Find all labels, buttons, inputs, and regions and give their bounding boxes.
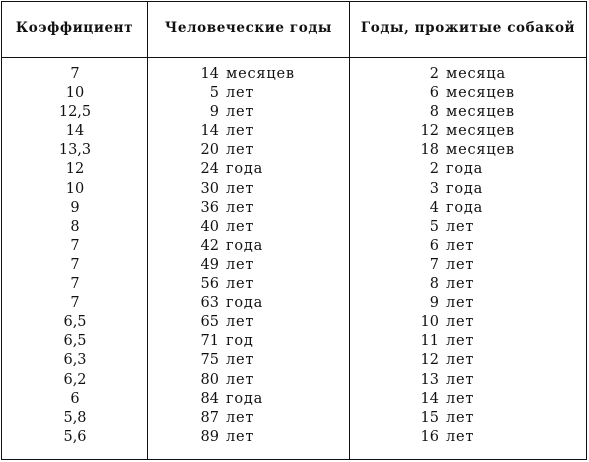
value-unit: лет (446, 333, 475, 350)
value-unit: лет (226, 199, 255, 216)
value-unit: лет (226, 104, 255, 121)
human-years-cell (148, 390, 263, 409)
dog-years-cell (351, 84, 515, 103)
coefficient-cell: 6 (70, 390, 80, 407)
table-row (2, 84, 586, 103)
value-number: 6 (429, 237, 439, 254)
coefficient-cell: 5,6 (63, 428, 87, 445)
coefficient-cell: 14 (65, 123, 85, 140)
value-number: 12 (420, 352, 439, 369)
value-unit: лет (446, 390, 475, 407)
value-unit: года (226, 295, 264, 312)
coefficient-cell: 12 (65, 161, 85, 178)
value-unit: лет (226, 142, 255, 159)
header-rule (2, 57, 586, 58)
human-years-cell (148, 371, 254, 390)
value-unit: года (226, 237, 264, 254)
value-unit: месяцев (446, 123, 515, 140)
value-number: 36 (200, 199, 219, 216)
dog-years-cell (351, 103, 515, 122)
dog-years-cell (351, 256, 474, 275)
coefficient-cell: 7 (70, 295, 80, 312)
value-number: 15 (420, 409, 439, 426)
value-number: 10 (420, 314, 439, 331)
value-unit: месяцев (446, 142, 515, 159)
value-number: 8 (429, 104, 439, 121)
value-number: 9 (429, 295, 439, 312)
dog-years-cell (351, 65, 506, 84)
value-unit: лет (226, 123, 255, 140)
value-unit: лет (226, 256, 255, 273)
dog-years-cell (351, 332, 474, 351)
table-row (2, 103, 586, 122)
value-unit: года (446, 180, 484, 197)
coefficient-cell: 6,2 (63, 371, 87, 388)
value-unit: лет (446, 237, 475, 254)
value-unit: лет (446, 295, 475, 312)
coefficient-cell: 7 (70, 276, 80, 293)
value-unit: лет (446, 276, 475, 293)
human-years-cell (148, 332, 254, 351)
human-years-cell (148, 103, 254, 122)
value-number: 30 (200, 180, 219, 197)
value-number: 8 (429, 276, 439, 293)
header-dog-years: Годы, прожитые собакой (360, 20, 576, 36)
value-number: 14 (200, 66, 219, 82)
value-number: 63 (200, 295, 219, 312)
human-years-cell (148, 409, 254, 428)
table-row (2, 180, 586, 199)
table-row (2, 313, 586, 332)
dog-years-cell (351, 409, 474, 428)
value-number: 16 (420, 428, 439, 445)
table-row (2, 351, 586, 370)
value-number: 18 (420, 142, 439, 159)
table-row (2, 409, 586, 428)
dog-years-cell (351, 313, 474, 332)
coefficient-cell: 7 (70, 237, 80, 254)
value-unit: года (446, 199, 484, 216)
value-number: 12 (420, 123, 439, 140)
table-row (2, 237, 586, 256)
human-years-cell (148, 84, 254, 103)
header-human-years: Человеческие годы (164, 20, 333, 36)
value-unit: года (446, 161, 484, 178)
value-unit: год (226, 333, 254, 350)
dog-years-cell (351, 371, 474, 390)
table-row (2, 428, 586, 447)
value-unit: месяца (446, 66, 506, 82)
coefficient-cell: 10 (65, 85, 85, 102)
value-number: 6 (429, 85, 439, 102)
dog-years-table (1, 1, 587, 460)
dog-years-cell (351, 160, 483, 179)
value-unit: лет (226, 371, 255, 388)
value-unit: лет (226, 314, 255, 331)
value-unit: лет (446, 352, 475, 369)
value-unit: года (226, 161, 264, 178)
value-number: 71 (200, 333, 219, 350)
coefficient-cell: 12,5 (58, 104, 92, 121)
table-row (2, 332, 586, 351)
value-unit: лет (226, 352, 255, 369)
value-number: 2 (429, 66, 439, 82)
table-row (2, 141, 586, 160)
table-row (2, 218, 586, 237)
value-number: 4 (429, 199, 439, 216)
value-unit: лет (446, 371, 475, 388)
value-unit: лет (446, 218, 475, 235)
dog-years-cell (351, 199, 483, 218)
dog-years-cell (351, 428, 474, 447)
value-number: 5 (209, 85, 219, 102)
dog-years-cell (351, 351, 474, 370)
human-years-cell (148, 65, 295, 84)
value-unit: лет (446, 256, 475, 273)
header-coefficient: Коэффициент (15, 20, 134, 36)
value-number: 24 (200, 161, 219, 178)
table-row (2, 275, 586, 294)
value-number: 11 (420, 333, 439, 350)
table-row (2, 199, 586, 218)
human-years-cell (148, 294, 263, 313)
value-unit: месяцев (446, 85, 515, 102)
dog-years-cell (351, 180, 483, 199)
coefficient-cell: 6,5 (63, 333, 87, 350)
human-years-cell (148, 428, 254, 447)
coefficient-cell: 10 (65, 180, 85, 197)
human-years-cell (148, 122, 254, 141)
coefficient-cell: 9 (70, 199, 80, 216)
value-unit: лет (226, 218, 255, 235)
human-years-cell (148, 237, 263, 256)
dog-years-cell (351, 218, 474, 237)
human-years-cell (148, 218, 254, 237)
value-number: 87 (200, 409, 219, 426)
human-years-cell (148, 313, 254, 332)
dog-years-cell (351, 390, 474, 409)
value-unit: лет (226, 180, 255, 197)
coefficient-cell: 5,8 (63, 409, 87, 426)
value-number: 13 (420, 371, 439, 388)
human-years-cell (148, 160, 263, 179)
value-unit: лет (446, 314, 475, 331)
dog-years-cell (351, 275, 474, 294)
human-years-cell (148, 275, 254, 294)
value-number: 84 (200, 390, 219, 407)
coefficient-cell: 6,5 (63, 314, 87, 331)
value-number: 2 (429, 161, 439, 178)
human-years-cell (148, 141, 254, 160)
value-unit: лет (226, 428, 255, 445)
dog-years-cell (351, 122, 515, 141)
coefficient-cell: 6,3 (63, 352, 87, 369)
value-number: 7 (429, 256, 439, 273)
table-row (2, 371, 586, 390)
coefficient-cell: 8 (70, 218, 80, 235)
human-years-cell (148, 199, 254, 218)
value-unit: месяцев (446, 104, 515, 121)
coefficient-cell: 13,3 (58, 142, 92, 159)
value-number: 5 (429, 218, 439, 235)
value-unit: месяцев (226, 66, 295, 82)
value-number: 49 (200, 256, 219, 273)
value-number: 14 (420, 390, 439, 407)
value-number: 80 (200, 371, 219, 388)
value-number: 14 (200, 123, 219, 140)
value-number: 40 (200, 218, 219, 235)
coefficient-cell: 7 (70, 256, 80, 273)
table-row (2, 122, 586, 141)
value-number: 75 (200, 352, 219, 369)
value-unit: лет (226, 276, 255, 293)
value-unit: лет (446, 428, 475, 445)
value-number: 3 (429, 180, 439, 197)
value-number: 65 (200, 314, 219, 331)
table-row (2, 256, 586, 275)
table-body (2, 65, 586, 447)
dog-years-cell (351, 141, 515, 160)
table-row (2, 65, 586, 84)
value-unit: лет (226, 85, 255, 102)
value-number: 9 (209, 104, 219, 121)
table-row (2, 294, 586, 313)
value-number: 56 (200, 276, 219, 293)
human-years-cell (148, 256, 254, 275)
value-unit: лет (446, 409, 475, 426)
value-number: 89 (200, 428, 219, 445)
value-number: 20 (200, 142, 219, 159)
dog-years-cell (351, 237, 474, 256)
table-row (2, 390, 586, 409)
human-years-cell (148, 351, 254, 370)
coefficient-cell: 7 (70, 66, 80, 82)
value-number: 42 (200, 237, 219, 254)
human-years-cell (148, 180, 254, 199)
dog-years-cell (351, 294, 474, 313)
value-unit: лет (226, 409, 255, 426)
value-unit: года (226, 390, 264, 407)
table-row (2, 160, 586, 179)
